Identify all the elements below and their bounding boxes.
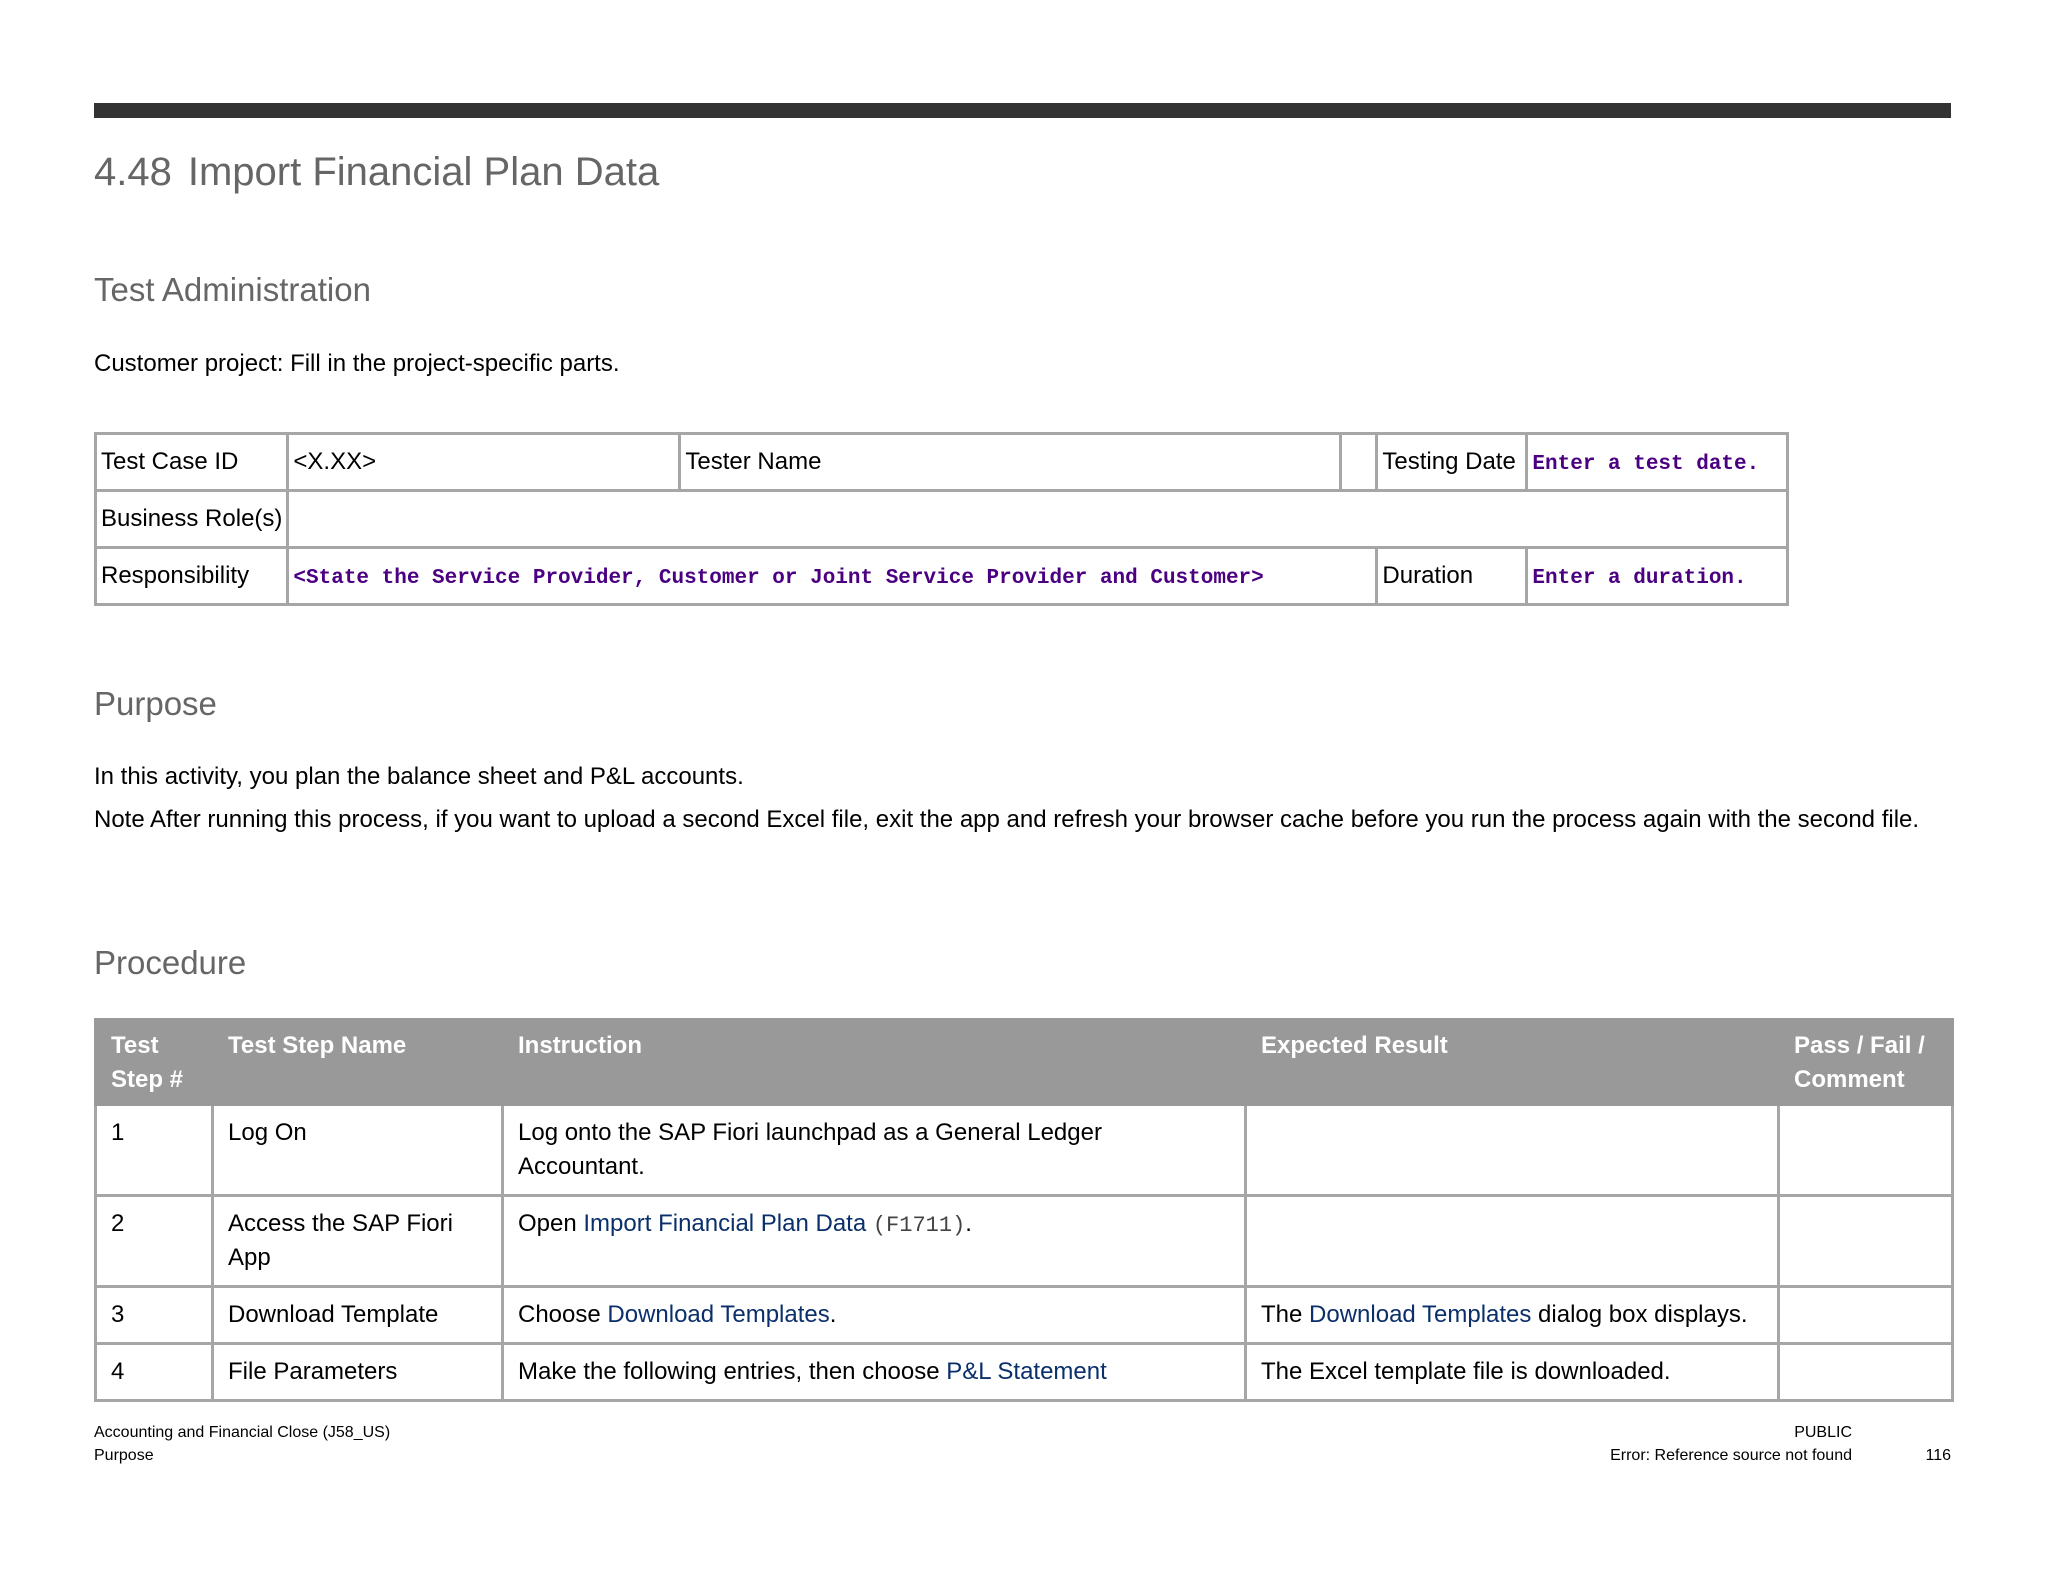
step-number: 1 — [96, 1105, 213, 1196]
procedure-header-row — [96, 1020, 1953, 1105]
instruction-text: Open — [518, 1210, 584, 1237]
footer-doc-title: Accounting and Financial Close (J58_US) — [94, 1424, 391, 1441]
download-templates-link[interactable]: Download Templates — [607, 1301, 830, 1328]
testing-date-placeholder: Enter a test date. — [1532, 453, 1760, 476]
step-name: Download Template — [213, 1287, 503, 1344]
app-link[interactable]: Import Financial Plan Data — [583, 1210, 867, 1237]
step-expected-result: The Excel template file is downloaded. — [1246, 1344, 1779, 1401]
purpose-text-2: Note After running this process, if you want to upload a second Excel file, exit the app and refresh your browser cache before you run the process again with the second file. — [94, 806, 1920, 833]
business-roles-value[interactable] — [288, 491, 1788, 548]
step-name: Log On — [213, 1105, 503, 1196]
page-number: 116 — [1925, 1447, 1951, 1464]
table-row — [96, 1287, 1953, 1344]
expected-text: The — [1261, 1301, 1310, 1328]
step-pass-fail-comment[interactable] — [1779, 1287, 1953, 1344]
step-instruction: Log onto the SAP Fiori launchpad as a General Ledger Accountant. — [503, 1105, 1246, 1196]
instruction-suffix: . — [965, 1210, 972, 1237]
step-pass-fail-comment[interactable] — [1779, 1105, 1953, 1196]
col-header-expected-result: Expected Result — [1246, 1020, 1779, 1105]
step-number: 3 — [96, 1287, 213, 1344]
step-expected-result — [1246, 1196, 1779, 1287]
instruction-text: Make the following entries, then choose — [518, 1358, 947, 1385]
section-number: 4.48 — [94, 150, 172, 194]
responsibility-label: Responsibility — [96, 548, 288, 605]
step-expected-result — [1246, 1105, 1779, 1196]
step-name: Access the SAP Fiori App — [213, 1196, 503, 1287]
table-row — [96, 1344, 1953, 1401]
table-row — [96, 491, 1788, 548]
tester-name-value[interactable] — [1341, 434, 1377, 491]
duration-value[interactable] — [1527, 548, 1788, 605]
procedure-heading: Procedure — [94, 944, 247, 981]
footer-reference: Error: Reference source not found — [1610, 1447, 1852, 1464]
table-row — [96, 1196, 1953, 1287]
business-roles-label: Business Role(s) — [96, 491, 288, 548]
procedure-table — [94, 1018, 1954, 1402]
responsibility-value[interactable] — [288, 548, 1377, 605]
test-case-id-label: Test Case ID — [96, 434, 288, 491]
app-id-code: (F1711) — [872, 1213, 966, 1238]
test-admin-table — [94, 432, 1789, 606]
testing-date-label: Testing Date — [1377, 434, 1527, 491]
test-admin-heading: Test Administration — [94, 271, 371, 308]
instruction-suffix: . — [829, 1301, 837, 1328]
step-instruction — [503, 1287, 1246, 1344]
table-row — [96, 548, 1788, 605]
footer-classification: PUBLIC — [1794, 1424, 1852, 1441]
responsibility-placeholder: <State the Service Provider, Customer or Joint Service Provider and Customer> — [293, 567, 1264, 590]
duration-placeholder: Enter a duration. — [1532, 567, 1747, 590]
section-title: Import Financial Plan Data — [187, 150, 660, 194]
testing-date-value[interactable] — [1527, 434, 1788, 491]
test-admin-intro: Customer project: Fill in the project-specific parts. — [94, 350, 620, 377]
col-header-instruction: Instruction — [503, 1020, 1246, 1105]
col-header-step-name: Test Step Name — [213, 1020, 503, 1105]
step-pass-fail-comment[interactable] — [1779, 1196, 1953, 1287]
col-header-step-number: Test Step # — [96, 1020, 213, 1105]
step-number: 4 — [96, 1344, 213, 1401]
duration-label: Duration — [1377, 548, 1527, 605]
purpose-text-1: In this activity, you plan the balance sheet and P&L accounts. — [94, 763, 744, 790]
pl-statement-link[interactable]: P&L Statement — [946, 1358, 1107, 1385]
download-templates-dialog-link[interactable]: Download Templates — [1309, 1301, 1532, 1328]
step-pass-fail-comment[interactable] — [1779, 1344, 1953, 1401]
instruction-text: Choose — [518, 1301, 608, 1328]
table-row — [96, 434, 1788, 491]
expected-suffix: dialog box displays. — [1531, 1301, 1748, 1328]
step-instruction — [503, 1196, 1246, 1287]
footer-section: Purpose — [94, 1447, 154, 1464]
col-header-pass-fail: Pass / Fail / Comment — [1779, 1020, 1953, 1105]
purpose-heading: Purpose — [94, 685, 217, 722]
page-title — [94, 150, 659, 195]
step-name: File Parameters — [213, 1344, 503, 1401]
table-row — [96, 1105, 1953, 1196]
tester-name-label: Tester Name — [680, 434, 1341, 491]
step-expected-result — [1246, 1287, 1779, 1344]
header-rule — [94, 103, 1951, 118]
footer-left — [94, 1421, 390, 1467]
step-number: 2 — [96, 1196, 213, 1287]
step-instruction — [503, 1344, 1246, 1401]
footer-right — [1610, 1421, 1852, 1467]
test-case-id-value[interactable]: <X.XX> — [288, 434, 680, 491]
